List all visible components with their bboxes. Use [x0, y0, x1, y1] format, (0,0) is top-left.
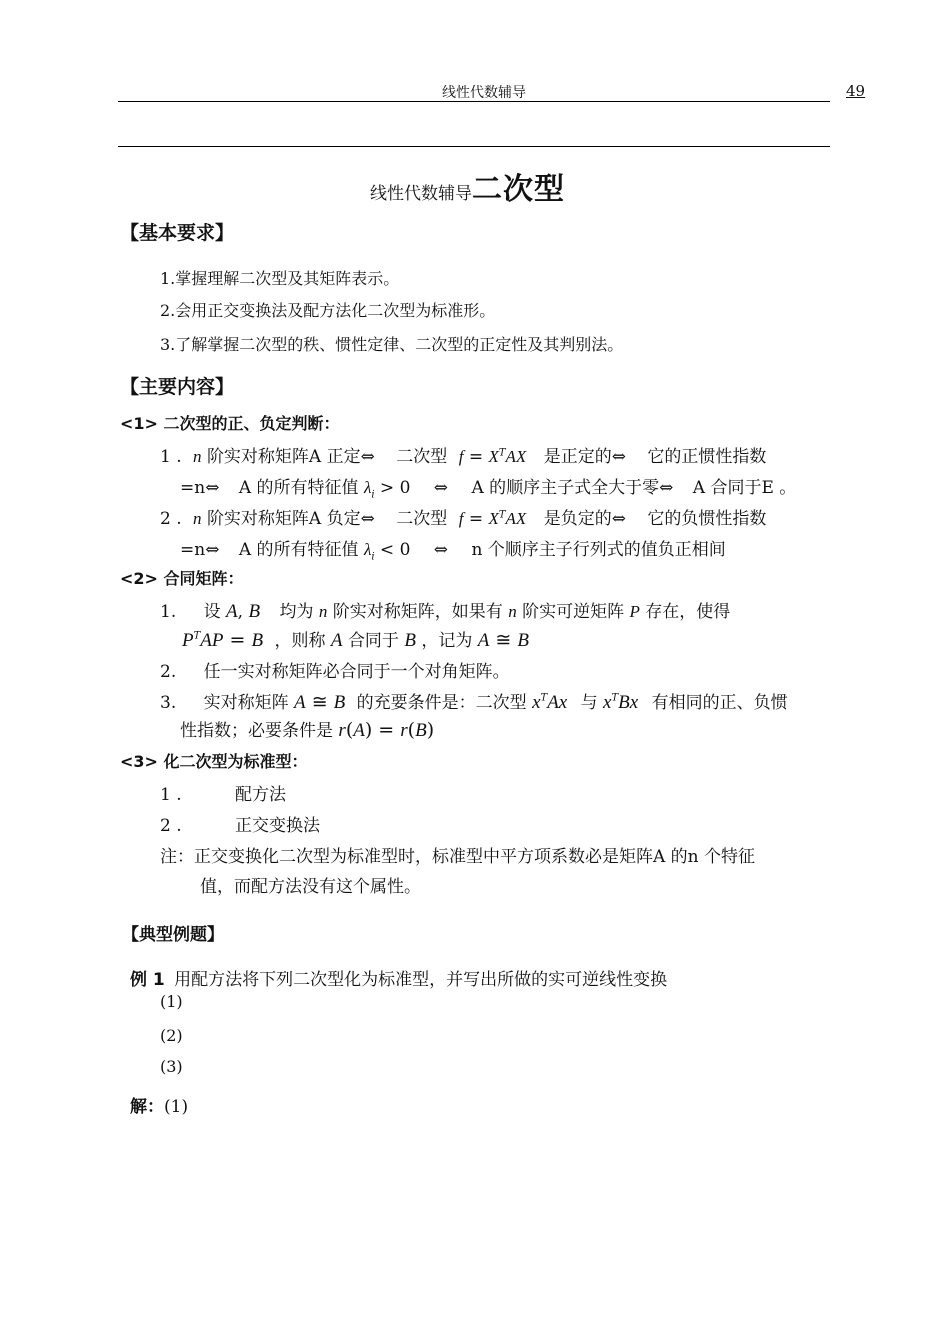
section-heading-typical-examples: 【典型例题】 — [122, 925, 224, 945]
congruent-notation: A ≅ B — [477, 629, 529, 651]
quadratic-form-formula: $f = X^TAX$ — [458, 447, 527, 467]
definiteness-item-1-line-2: =n⇔ A 的所有特征值 $\lambda_i > 0$ ⇔ A 的顺序主子式全大于零⇔ A 合同于E 。 — [180, 478, 797, 501]
example-1-statement: 例 1 用配方法将下列二次型化为标准型，并写出所做的实可逆线性变换 — [130, 970, 668, 990]
definiteness-item-2-line-2: =n⇔ A 的所有特征值 $\lambda_i < 0$ ⇔ n 个顺序主子行列式的值负正相间 — [180, 540, 726, 563]
congruence-item-1-line-1: 1. 设 A, B 均为 n 阶实对称矩阵，如果有 n 阶实可逆矩阵 P 存在，使得 — [160, 601, 731, 622]
eigenvalue-positive-formula: $\lambda_i > 0$ — [363, 478, 411, 501]
quadratic-form-formula: $f = X^TAX$ — [458, 509, 527, 529]
section-heading-basic-requirements: 【基本要求】 — [120, 222, 235, 244]
page-title — [370, 164, 565, 208]
header-rule — [118, 101, 830, 102]
title-rule — [118, 146, 830, 147]
requirement-item-2: 2.会用正交变换法及配方法化二次型为标准形。 — [160, 301, 496, 320]
example-1-part-1: (1) — [160, 992, 183, 1011]
congruence-formula: $P^TAP = B$ — [182, 629, 264, 651]
standard-form-method-2: 2 . 正交变换法 — [160, 816, 321, 836]
subsection-heading-congruent-matrices: <2> 合同矩阵： — [120, 569, 244, 588]
definiteness-item-1-line-1: 1 . n 阶实对称矩阵A 正定⇔ 二次型 $f = X^TAX$ 是正定的⇔ 它的正惯性指数 — [160, 447, 767, 467]
page-title-main: 二次型 — [472, 172, 565, 207]
standard-form-note-line-2: 值，而配方法没有这个属性。 — [200, 877, 421, 897]
running-header-title: 线性代数辅导 — [442, 85, 526, 101]
eigenvalue-negative-formula: $\lambda_i < 0$ — [363, 540, 411, 563]
page-number: 49 — [846, 82, 866, 100]
requirement-item-1: 1.掌握理解二次型及其矩阵表示。 — [160, 269, 400, 288]
subsection-heading-standard-form: <3> 化二次型为标准型： — [120, 752, 308, 771]
congruence-item-2: 2. 任一实对称矩阵必合同于一个对角矩阵。 — [160, 662, 510, 682]
definiteness-item-2-line-1: 2 . n 阶实对称矩阵A 负定⇔ 二次型 $f = X^TAX$ 是负定的⇔ 它的负惯性指数 — [160, 509, 767, 529]
congruence-item-1-line-2: $P^TAP = B$ ，则称 A 合同于 B ，记为 A ≅ B — [182, 629, 529, 651]
example-1-part-3: (3) — [160, 1057, 183, 1076]
congruence-item-3-line-1: 3. 实对称矩阵 A ≅ B 的充要条件是：二次型 $x^TAx$ 与 $x^TBx$ 有相同的正、负惯 — [160, 691, 788, 713]
requirement-item-3: 3.了解掌握二次型的秩、惯性定律、二次型的正定性及其判别法。 — [160, 335, 624, 354]
standard-form-note-line-1: 注：正交变换化二次型为标准型时，标准型中平方项系数必是矩阵A 的n 个特征 — [160, 847, 756, 867]
section-heading-main-content: 【主要内容】 — [120, 376, 235, 398]
solution-line: 解：(1) — [130, 1097, 189, 1117]
page-title-prefix: 线性代数辅导 — [370, 184, 472, 204]
example-1-part-2: (2) — [160, 1026, 183, 1045]
subsection-heading-definiteness: <1> 二次型的正、负定判断： — [120, 414, 340, 433]
standard-form-method-1: 1 . 配方法 — [160, 785, 287, 805]
rank-equality-formula: r(A) = r(B) — [338, 719, 435, 741]
congruence-item-3-line-2: 性指数；必要条件是 r(A) = r(B) — [180, 719, 435, 741]
